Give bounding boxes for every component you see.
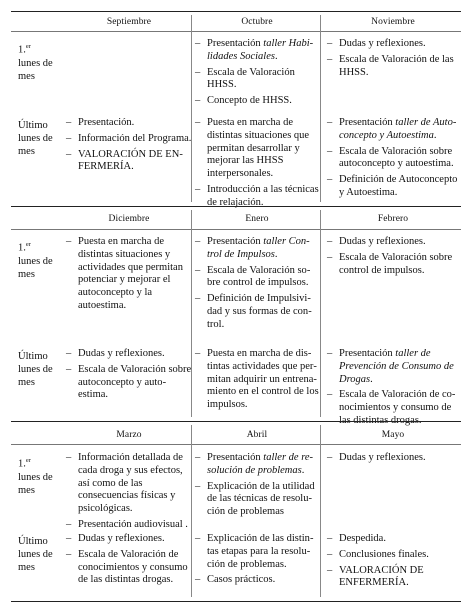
activity-text: Dudas y reflexiones. xyxy=(339,236,426,247)
month-header: Enero xyxy=(245,214,269,224)
activity-text: Escala de Valoración sobre control de impulsos. xyxy=(339,251,453,276)
header-rule xyxy=(11,31,461,32)
row-label-main: Último xyxy=(18,351,48,362)
activity-text: Dudas y reflexiones. xyxy=(339,38,426,49)
activity-text: Conclusiones finales. xyxy=(339,548,429,560)
schedule-cell xyxy=(66,452,192,535)
activity-list xyxy=(195,348,319,412)
activity-text-end: . xyxy=(274,248,278,260)
row-label xyxy=(18,350,62,389)
row-label xyxy=(18,535,62,574)
activity-item xyxy=(66,133,192,146)
schedule-cell xyxy=(66,236,192,316)
schedule-cell xyxy=(195,348,319,415)
row-label-rest: lunes de mes xyxy=(18,133,53,157)
activity-item xyxy=(327,549,459,562)
activity-text: VALORACIÓN DE ENFERMERÍA. xyxy=(339,564,424,589)
activity-text: Puesta en marcha de distintas actividades que permitan adquirir un entrenamiento en el control de los impulsos. xyxy=(207,348,319,411)
activity-item xyxy=(327,38,459,51)
activity-item xyxy=(66,452,192,516)
activity-text: Presentación audiovisual . xyxy=(78,518,188,530)
activity-item xyxy=(327,117,459,143)
activity-text: Escala de Valoración de conocimientos y consumo de las distintas drogas. xyxy=(339,389,456,426)
row-label xyxy=(18,454,62,497)
activity-text: Definición de Autoconcepto y Autoestima. xyxy=(339,174,458,198)
activity-text: Explicación de la utilidad de las técnicas de resolución de problemas xyxy=(207,480,315,518)
month-header: Noviembre xyxy=(371,17,415,27)
activity-list xyxy=(66,348,192,402)
activity-list xyxy=(66,452,192,532)
month-header: Mayo xyxy=(381,430,405,440)
row-label-rest: lunes de mes xyxy=(18,549,53,573)
schedule-cell xyxy=(327,533,459,593)
row-label xyxy=(18,40,62,83)
schedule-cell xyxy=(195,533,319,590)
activity-emphasis: taller Control de Impulsos xyxy=(207,236,310,260)
month-header: Marzo xyxy=(116,430,142,440)
activity-item xyxy=(195,38,319,64)
activity-text: Presentación xyxy=(339,348,396,359)
activity-text: Concepto de HHSS. xyxy=(207,95,292,107)
activity-text: Introducción a las técnicas de relajación. xyxy=(207,183,319,208)
activity-list xyxy=(66,117,192,174)
header-rule xyxy=(11,229,461,230)
activity-item xyxy=(327,174,459,200)
row-label-main: Último xyxy=(18,120,48,131)
activity-item xyxy=(327,389,459,427)
month-header: Septiembre xyxy=(106,17,152,27)
activity-item xyxy=(195,481,319,519)
schedule-cell xyxy=(327,348,459,431)
activity-item xyxy=(66,549,192,587)
activity-text: Presentación xyxy=(207,452,264,463)
activity-emphasis: taller de resolución de problemas xyxy=(207,452,314,476)
row-label-rest: lunes de mes xyxy=(18,471,53,496)
activity-text: Puesta en marcha de distintas situaciones que permitan desarrollar y mejorar las HHSS interpersonales. xyxy=(207,117,310,180)
activity-text: Presentación xyxy=(207,236,264,247)
schedule-cell xyxy=(66,533,192,590)
activity-item xyxy=(195,574,319,587)
schedule-cell xyxy=(195,236,319,335)
header-rule xyxy=(11,444,461,445)
schedule-cell xyxy=(195,452,319,522)
activity-emphasis: taller de Autoconcepto y Autoestima xyxy=(339,117,457,141)
row-label-superscript: er xyxy=(25,43,31,50)
activity-item xyxy=(327,252,459,278)
activity-item xyxy=(66,364,192,402)
activity-text: Dudas y reflexiones. xyxy=(78,348,165,359)
schedule-cell xyxy=(66,117,192,177)
row-label-rest: lunes de mes xyxy=(18,57,53,82)
activity-list xyxy=(195,452,319,519)
activity-emphasis: taller de Prevención de Consumo de Drogas xyxy=(339,348,454,385)
schedule-cell xyxy=(327,452,459,468)
activity-item xyxy=(66,348,192,361)
activity-text: Escala de Valoración sobre autoconcepto y autoestima. xyxy=(339,145,454,170)
activity-item xyxy=(66,533,192,546)
activity-item xyxy=(195,533,319,571)
activity-text: Casos prácticos. xyxy=(207,574,276,586)
activity-list xyxy=(327,117,459,200)
row-label-main: 1. xyxy=(18,458,26,470)
activity-item xyxy=(195,95,319,108)
activity-text: Presentación xyxy=(339,117,396,128)
activity-item xyxy=(66,519,192,532)
activity-item xyxy=(195,67,319,93)
section-top-rule xyxy=(11,11,461,12)
activity-text: Escala de Valoración de conocimientos y consumo de las distintas drogas. xyxy=(78,548,188,586)
row-label-superscript: er xyxy=(25,457,31,464)
activity-item xyxy=(66,236,192,313)
activity-text: Dudas y reflexiones. xyxy=(339,452,426,463)
activity-list xyxy=(327,533,459,590)
column-divider xyxy=(320,425,321,597)
schedule-cell xyxy=(327,117,459,203)
activity-text: Definición de Impulsividad y sus formas de control. xyxy=(207,293,312,330)
activity-text: Presentación. xyxy=(78,117,135,128)
section-top-rule xyxy=(11,421,461,422)
activity-emphasis: taller Habilidades Sociales xyxy=(207,38,314,62)
activity-list xyxy=(195,117,319,210)
column-divider xyxy=(320,15,321,202)
activity-text-end: . xyxy=(433,129,437,141)
activity-list xyxy=(327,236,459,277)
month-header: Abril xyxy=(246,430,268,440)
schedule-cell xyxy=(195,117,319,213)
activity-item xyxy=(195,117,319,181)
activity-text: Escala de Valoración sobre autoconcepto y autoestima. xyxy=(78,363,192,401)
activity-text: Información detallada de cada droga y sus efectos, así como de las consecuencias físicas y psicológicas. xyxy=(78,452,183,515)
month-header: Octubre xyxy=(241,17,273,27)
activity-item xyxy=(195,236,319,262)
month-header: Diciembre xyxy=(108,214,150,224)
activity-item xyxy=(195,348,319,412)
activity-text: Escala de Valoración de las HHSS. xyxy=(339,53,454,78)
activity-list xyxy=(327,38,459,79)
activity-item xyxy=(327,565,459,591)
row-label-superscript: er xyxy=(25,241,31,248)
row-label xyxy=(18,119,62,158)
activity-text: Escala de Valoración HHSS. xyxy=(207,66,295,91)
activity-text: Información del Programa. xyxy=(78,132,192,144)
activity-text: Despedida. xyxy=(339,533,386,544)
schedule-cell xyxy=(327,236,459,280)
activity-list xyxy=(195,236,319,332)
activity-item xyxy=(327,533,459,546)
activity-item xyxy=(195,293,319,331)
schedule-cell xyxy=(195,38,319,111)
row-label-rest: lunes de mes xyxy=(18,364,53,388)
column-divider xyxy=(320,210,321,417)
activity-text: Presentación xyxy=(207,38,264,49)
activity-list xyxy=(327,348,459,428)
activity-text-end: . xyxy=(370,373,373,385)
activity-item xyxy=(66,117,192,130)
activity-text: Escala de Valoración sobre control de impulsos. xyxy=(207,264,311,289)
activity-list xyxy=(195,533,319,587)
activity-text-end: . xyxy=(301,464,305,476)
schedule-cell xyxy=(327,38,459,82)
section-top-rule xyxy=(11,206,461,207)
row-label-main: 1. xyxy=(18,44,26,56)
activity-item xyxy=(327,146,459,172)
month-header: Febrero xyxy=(377,214,409,224)
row-label-rest: lunes de mes xyxy=(18,255,53,280)
row-label-main: Último xyxy=(18,536,48,547)
row-label-main: 1. xyxy=(18,242,26,254)
activity-list xyxy=(66,533,192,587)
schedule-cell xyxy=(66,348,192,405)
activity-list xyxy=(327,452,459,465)
activity-text: Explicación de las distintas etapas para la resolución de problemas. xyxy=(207,533,314,570)
activity-item xyxy=(66,149,192,175)
activity-list xyxy=(195,38,319,108)
activity-item xyxy=(327,348,459,386)
row-label xyxy=(18,238,62,281)
activity-text: VALORACIÓN DE ENFERMERÍA. xyxy=(78,148,183,173)
activity-item xyxy=(327,452,459,465)
activity-item xyxy=(327,54,459,80)
activity-item xyxy=(327,236,459,249)
table-bottom-rule xyxy=(11,601,461,602)
activity-text: Puesta en marcha de distintas situaciones y actividades que permitan potenciar y mejorar el autoconcepto y la autoestima. xyxy=(78,236,183,311)
activity-item xyxy=(195,265,319,291)
activity-text: Dudas y reflexiones. xyxy=(78,533,165,544)
activity-text-end: . xyxy=(274,50,278,62)
activity-item xyxy=(195,452,319,478)
activity-list xyxy=(66,236,192,313)
